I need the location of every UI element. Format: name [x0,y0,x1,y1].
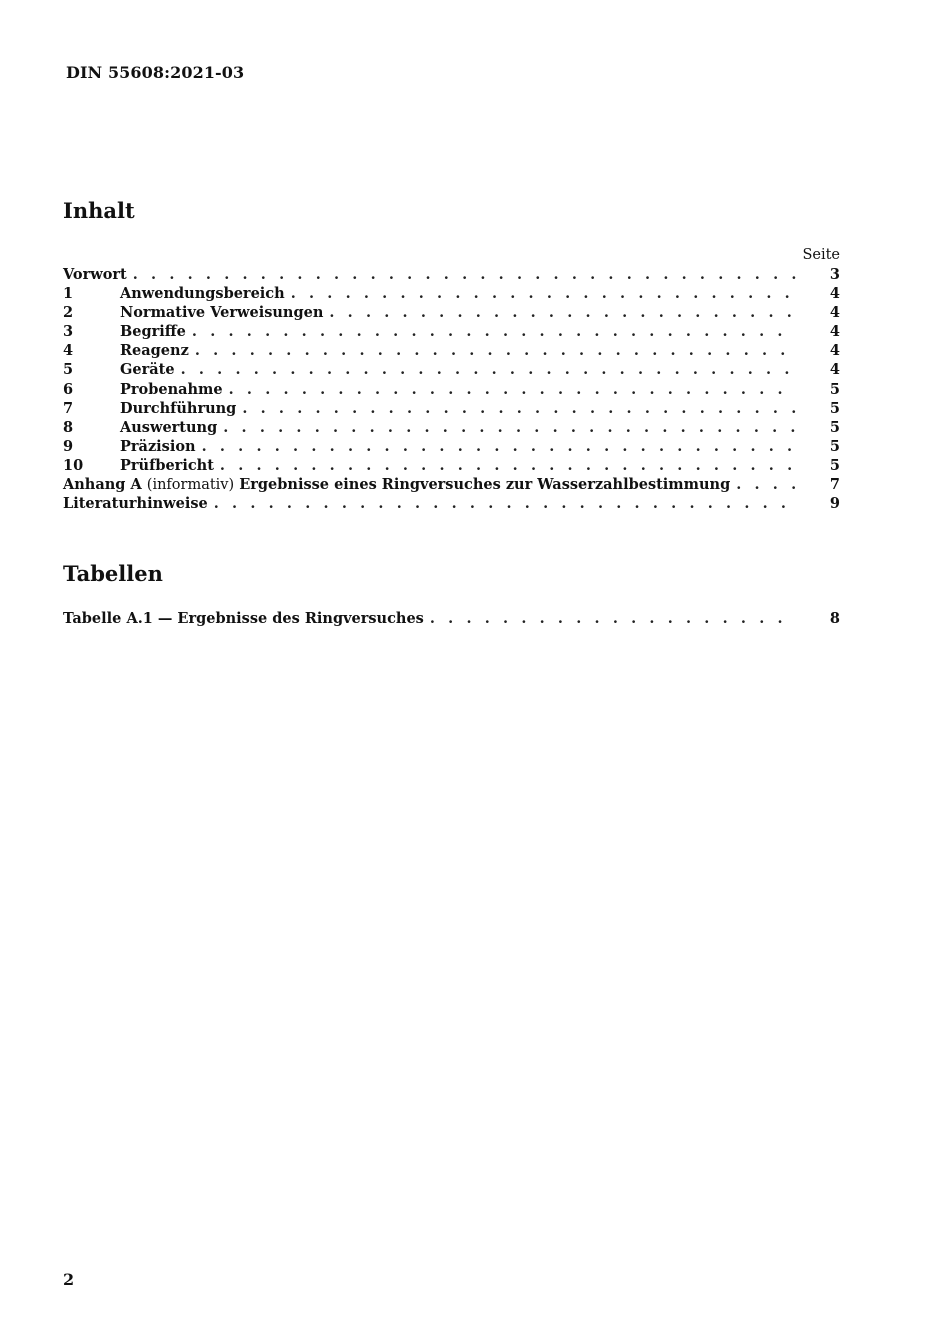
toc-entry-title: Tabelle A.1 — Ergebnisse des Ringversuches [63,610,424,627]
toc-entry-number: 6 [63,380,74,398]
toc-entry-title: Durchführung [120,399,237,417]
toc-entry-page: 5 [829,380,840,398]
dot-leader [291,284,796,303]
dot-leader [133,265,796,284]
toc-entry-bibliography[interactable] [63,494,840,513]
dot-leader [195,341,796,360]
toc-entry-page: 4 [829,342,840,360]
dot-leader [214,494,796,513]
dot-leader [192,322,796,341]
toc-entry[interactable] [63,380,840,399]
dot-leader [329,303,796,322]
toc-entry-title: Anwendungsbereich [120,285,285,303]
annex-title: Ergebnisse eines Ringversuches zur Wasserzahlbestimmung [239,476,731,494]
toc-entry-page: 5 [829,399,840,417]
toc-entry-number: 7 [63,399,74,417]
toc-entry-title: Literaturhinweise [63,495,208,513]
toc-entry-table[interactable] [63,609,840,628]
toc-entry[interactable] [63,399,840,418]
toc-entry-title: Geräte [120,361,175,379]
toc-entry-page: 3 [829,266,840,283]
toc-entry-title: Präzision [120,437,196,455]
dot-leader [202,437,796,456]
toc-entry-vorwort[interactable] [63,265,840,284]
toc-entry-number: 9 [63,437,74,455]
toc-entry-number: 8 [63,418,74,436]
table-of-contents [63,265,840,513]
toc-entry[interactable] [63,456,840,475]
page-column-label: Seite [802,247,840,263]
dot-leader [223,418,796,437]
toc-entry-page: 5 [829,456,840,474]
toc-entry-number: 1 [63,285,74,303]
toc-entry-title: Normative Verweisungen [120,304,324,322]
annex-note: (informativ) [146,477,235,494]
toc-entry-page: 5 [829,437,840,455]
toc-entry-title: Begriffe [120,323,186,341]
dot-leader [229,380,796,399]
toc-entry[interactable] [63,418,840,437]
toc-entry-number: 4 [63,342,74,360]
toc-entry-annex-a[interactable] [63,475,840,494]
toc-entry-page: 4 [829,304,840,322]
list-of-tables [63,609,840,628]
document-id: DIN 55608:2021-03 [66,63,245,82]
toc-entry-number: 10 [63,456,84,474]
toc-entry[interactable] [63,303,840,322]
toc-entry-page: 7 [829,476,840,494]
toc-entry[interactable] [63,322,840,341]
toc-entry-number: 5 [63,361,74,379]
toc-entry-page: 5 [829,418,840,436]
dot-leader [736,475,796,494]
toc-entry-number: 3 [63,323,74,341]
toc-entry-page: 4 [829,285,840,303]
page-number: 2 [63,1270,75,1289]
contents-heading: Inhalt [63,198,135,223]
toc-entry-title: Prüfbericht [120,456,214,474]
toc-entry-title: Reagenz [120,342,189,360]
dot-leader [220,456,796,475]
dot-leader [242,399,796,418]
toc-entry-title: Auswertung [120,418,218,436]
toc-entry[interactable] [63,360,840,379]
dot-leader [430,609,796,628]
toc-entry-page: 4 [829,361,840,379]
toc-entry-title [63,475,730,495]
toc-entry-page: 9 [829,495,840,513]
toc-entry[interactable] [63,284,840,303]
toc-entry[interactable] [63,341,840,360]
toc-entry-title: Vorwort [63,266,127,283]
toc-entry-page: 8 [829,610,840,627]
dot-leader [181,360,796,379]
tables-heading: Tabellen [63,561,163,586]
toc-entry[interactable] [63,437,840,456]
annex-prefix: Anhang A [63,476,142,494]
toc-entry-number: 2 [63,304,74,322]
toc-entry-page: 4 [829,323,840,341]
toc-entry-title: Probenahme [120,380,223,398]
